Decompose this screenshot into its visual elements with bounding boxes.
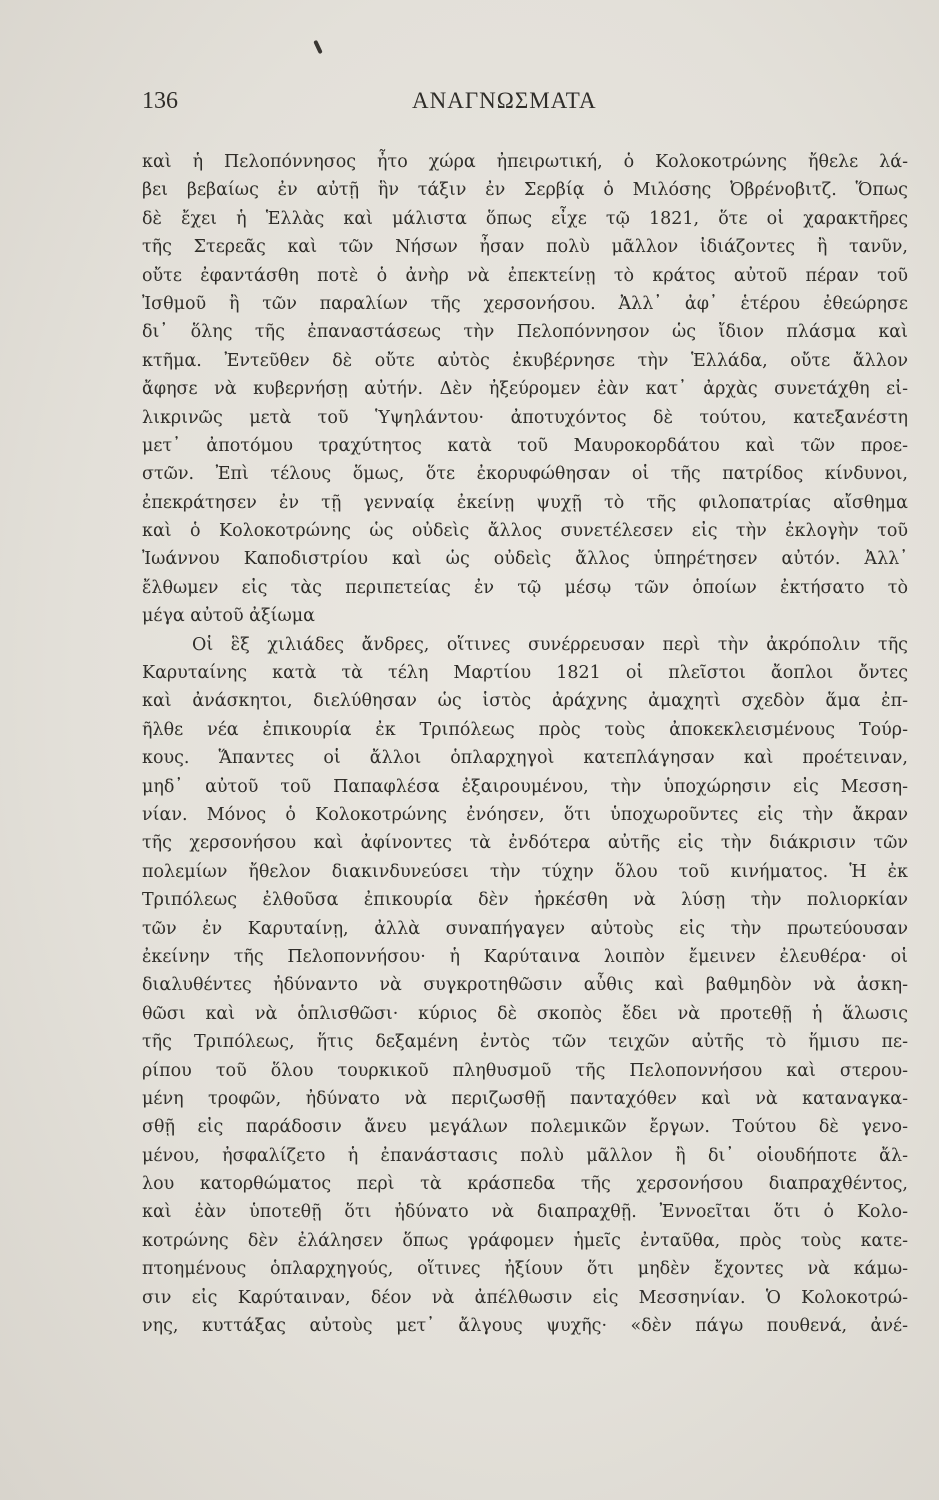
text-line: Τριπόλεως ἐλθοῦσα ἐπικουρία δὲν ἠρκέσθη νὰ λύσῃ τὴν πολιορκίαν xyxy=(142,890,908,911)
text-line: στῶν. Ἐπὶ τέλους ὅμως, ὅτε ἐκορυφώθησαν οἱ τῆς πατρίδος κίνδυνοι, xyxy=(142,464,908,485)
text-line: νης, κυττάξας αὐτοὺς μετ᾽ ἄλγους ψυχῆς· «δὲν πάγω πουθενά, ἀνέ- xyxy=(142,1316,908,1337)
text-line: οὔτε ἐφαντάσθη ποτὲ ὁ ἀνὴρ νὰ ἐπεκτείνῃ τὸ κράτος αὐτοῦ πέραν τοῦ xyxy=(142,265,908,286)
text-line: μένη τροφῶν, ἠδύνατο νὰ περιζωσθῇ πανταχόθεν καὶ νὰ καταναγκα- xyxy=(142,1088,908,1109)
page-header xyxy=(142,88,859,118)
running-title: ΑΝΑΓΝΩΣΜΑΤΑ xyxy=(412,88,597,113)
text-line: πολεμίων ἤθελον διακινδυνεύσει τὴν τύχην ὅλου τοῦ κινήματος. Ἡ ἐκ xyxy=(142,861,908,882)
text-line: δι᾽ ὅλης τῆς ἐπαναστάσεως τὴν Πελοπόννησον ὡς ἴδιον πλάσμα καὶ xyxy=(142,322,908,343)
text-body xyxy=(142,148,908,1340)
text-line: τῆς Τριπόλεως, ἥτις δεξαμένη ἐντὸς τῶν τειχῶν αὐτῆς τὸ ἥμισυ πε- xyxy=(142,1032,908,1053)
text-line: κτῆμα. Ἐντεῦθεν δὲ οὔτε αὐτὸς ἐκυβέρνησε τὴν Ἑλλάδα, οὔτε ἄλλον xyxy=(142,350,908,371)
text-line: μένου, ἠσφαλίζετο ἡ ἐπανάστασις πολὺ μᾶλλον ἢ δι᾽ οἱουδήποτε ἄλ- xyxy=(142,1145,908,1166)
text-line: καὶ ὁ Κολοκοτρώνης ὡς οὐδεὶς ἄλλος συνετέλεσεν εἰς τὴν ἐκλογὴν τοῦ xyxy=(142,521,908,542)
text-line: καὶ ἐὰν ὑποτεθῇ ὅτι ἠδύνατο νὰ διαπραχθῇ. Ἐννοεῖται ὅτι ὁ Κολο- xyxy=(142,1202,908,1223)
text-line: ἐπεκράτησεν ἐν τῇ γενναίᾳ ἐκείνῃ ψυχῇ τὸ τῆς φιλοπατρίας αἴσθημα xyxy=(142,492,908,513)
text-line: θῶσι καὶ νὰ ὁπλισθῶσι· κύριος δὲ σκοπὸς ἔδει νὰ προτεθῇ ἡ ἅλωσις xyxy=(142,1003,908,1024)
text-line: κους. Ἅπαντες οἱ ἄλλοι ὁπλαρχηγοὶ κατεπλάγησαν καὶ προέτειναν, xyxy=(142,748,908,769)
text-line: ῆλθε νέα ἐπικουρία ἐκ Τριπόλεως πρὸς τοὺς ἀποκεκλεισμένους Τούρ- xyxy=(142,719,908,740)
text-line: μέγα αὐτοῦ ἀξίωμα xyxy=(142,606,315,627)
text-line: καὶ ἡ Πελοπόννησος ἦτο χώρα ἠπειρωτική, ὁ Κολοκοτρώνης ἤθελε λά- xyxy=(142,152,908,172)
text-line: τῶν ἐν Καρυταίνῃ, ἀλλὰ συναπήγαγεν αὐτοὺς εἰς τὴν πρωτεύουσαν xyxy=(142,918,908,939)
text-line: ἔλθωμεν εἰς τὰς περιπετείας ἐν τῷ μέσῳ τῶν ὁποίων ἐκτήσατο τὸ xyxy=(142,577,908,598)
text-line: τῆς χερσονήσου καὶ ἀφίνοντες τὰ ἐνδότερα αὐτῆς εἰς τὴν διάκρισιν τῶν xyxy=(142,833,908,854)
text-line: σθῇ εἰς παράδοσιν ἄνευ μεγάλων πολεμικῶν ἔργων. Τούτου δὲ γενο- xyxy=(142,1117,908,1138)
text-line: δὲ ἔχει ἡ Ἑλλὰς καὶ μάλιστα ὅπως εἶχε τῷ 1821, ὅτε οἱ χαρακτῆρες xyxy=(142,208,908,229)
text-line: ἄφησε νὰ κυβερνήσῃ αὐτήν. Δὲν ἠξεύρομεν ἐὰν κατ᾽ ἀρχὰς συνετάχθη εἰ- xyxy=(142,379,908,400)
text-line: σιν εἰς Καρύταιναν, δέον νὰ ἀπέλθωσιν εἰς Μεσσηνίαν. Ὁ Κολοκοτρώ- xyxy=(142,1287,908,1308)
text-line: πτοημένους ὁπλαρχηγούς, οἵτινες ἠξίουν ὅτι μηδὲν ἔχοντες νὰ κάμω- xyxy=(142,1259,908,1280)
text-line: λου κατορθώματος περὶ τὰ κράσπεδα τῆς χερσονήσου διαπραχθέντος, xyxy=(142,1174,908,1195)
text-line: μετ᾽ ἀποτόμου τραχύτητος κατὰ τοῦ Μαυροκορδάτου καὶ τῶν προε- xyxy=(142,435,908,456)
text-line: ἐκείνην τῆς Πελοποννήσου· ἡ Καρύταινα λοιπὸν ἔμεινεν ἐλευθέρα· οἱ xyxy=(142,946,908,967)
text-line: βει βεβαίως ἐν αὐτῇ ἣν τάξιν ἐν Σερβίᾳ ὁ Μιλόσης Ὀβρένοβιτζ. Ὅπως xyxy=(142,180,908,201)
text-line: τῆς Στερεᾶς καὶ τῶν Νήσων ἦσαν πολὺ μᾶλλον ἰδιάζοντες ἢ τανῦν, xyxy=(142,237,908,258)
text-line: κοτρώνης δὲν ἐλάλησεν ὅπως γράφομεν ἡμεῖς ἐνταῦθα, πρὸς τοὺς κατε- xyxy=(142,1230,908,1251)
ink-speck xyxy=(313,40,323,54)
text-line: Οἱ ἓξ χιλιάδες ἄνδρες, οἵτινες συνέρρευσαν περὶ τὴν ἀκρόπολιν τῆς xyxy=(192,634,908,655)
text-line: Ἰωάννου Καποδιστρίου καὶ ὡς οὐδεὶς ἄλλος ὑπηρέτησεν αὐτόν. Ἀλλ᾽ xyxy=(142,549,908,570)
text-line: νίαν. Μόνος ὁ Κολοκοτρώνης ἐνόησεν, ὅτι ὑποχωροῦντες εἰς τὴν ἄκραν xyxy=(142,804,908,825)
text-line: Ἰσθμοῦ ἢ τῶν παραλίων τῆς χερσονήσου. Ἀλλ᾽ ἀφ᾽ ἑτέρου ἐθεώρησε xyxy=(142,293,908,314)
text-line: καὶ ἀνάσκητοι, διελύθησαν ὡς ἱστὸς ἀράχνης ἀμαχητὶ σχεδὸν ἅμα ἐπ- xyxy=(142,691,908,712)
text-line: διαλυθέντες ἠδύναντο νὰ συγκροτηθῶσιν αὖθις καὶ βαθμηδὸν νὰ ἀσκη- xyxy=(142,975,908,996)
text-line: ρίπου τοῦ ὅλου τουρκικοῦ πληθυσμοῦ τῆς Πελοποννήσου καὶ στερου- xyxy=(142,1060,908,1081)
text-line: λικρινῶς μετὰ τοῦ Ὑψηλάντου· ἀποτυχόντος δὲ τούτου, κατεξανέστη xyxy=(142,407,908,428)
text-line: μηδ᾽ αὐτοῦ τοῦ Παπαφλέσα ἐξαιρουμένου, τὴν ὑποχώρησιν εἰς Μεσση- xyxy=(142,776,908,797)
text-line: Καρυταίνης κατὰ τὰ τέλη Μαρτίου 1821 οἱ πλεῖστοι ἄοπλοι ὄντες xyxy=(142,663,908,684)
page-number: 136 xyxy=(142,88,178,114)
